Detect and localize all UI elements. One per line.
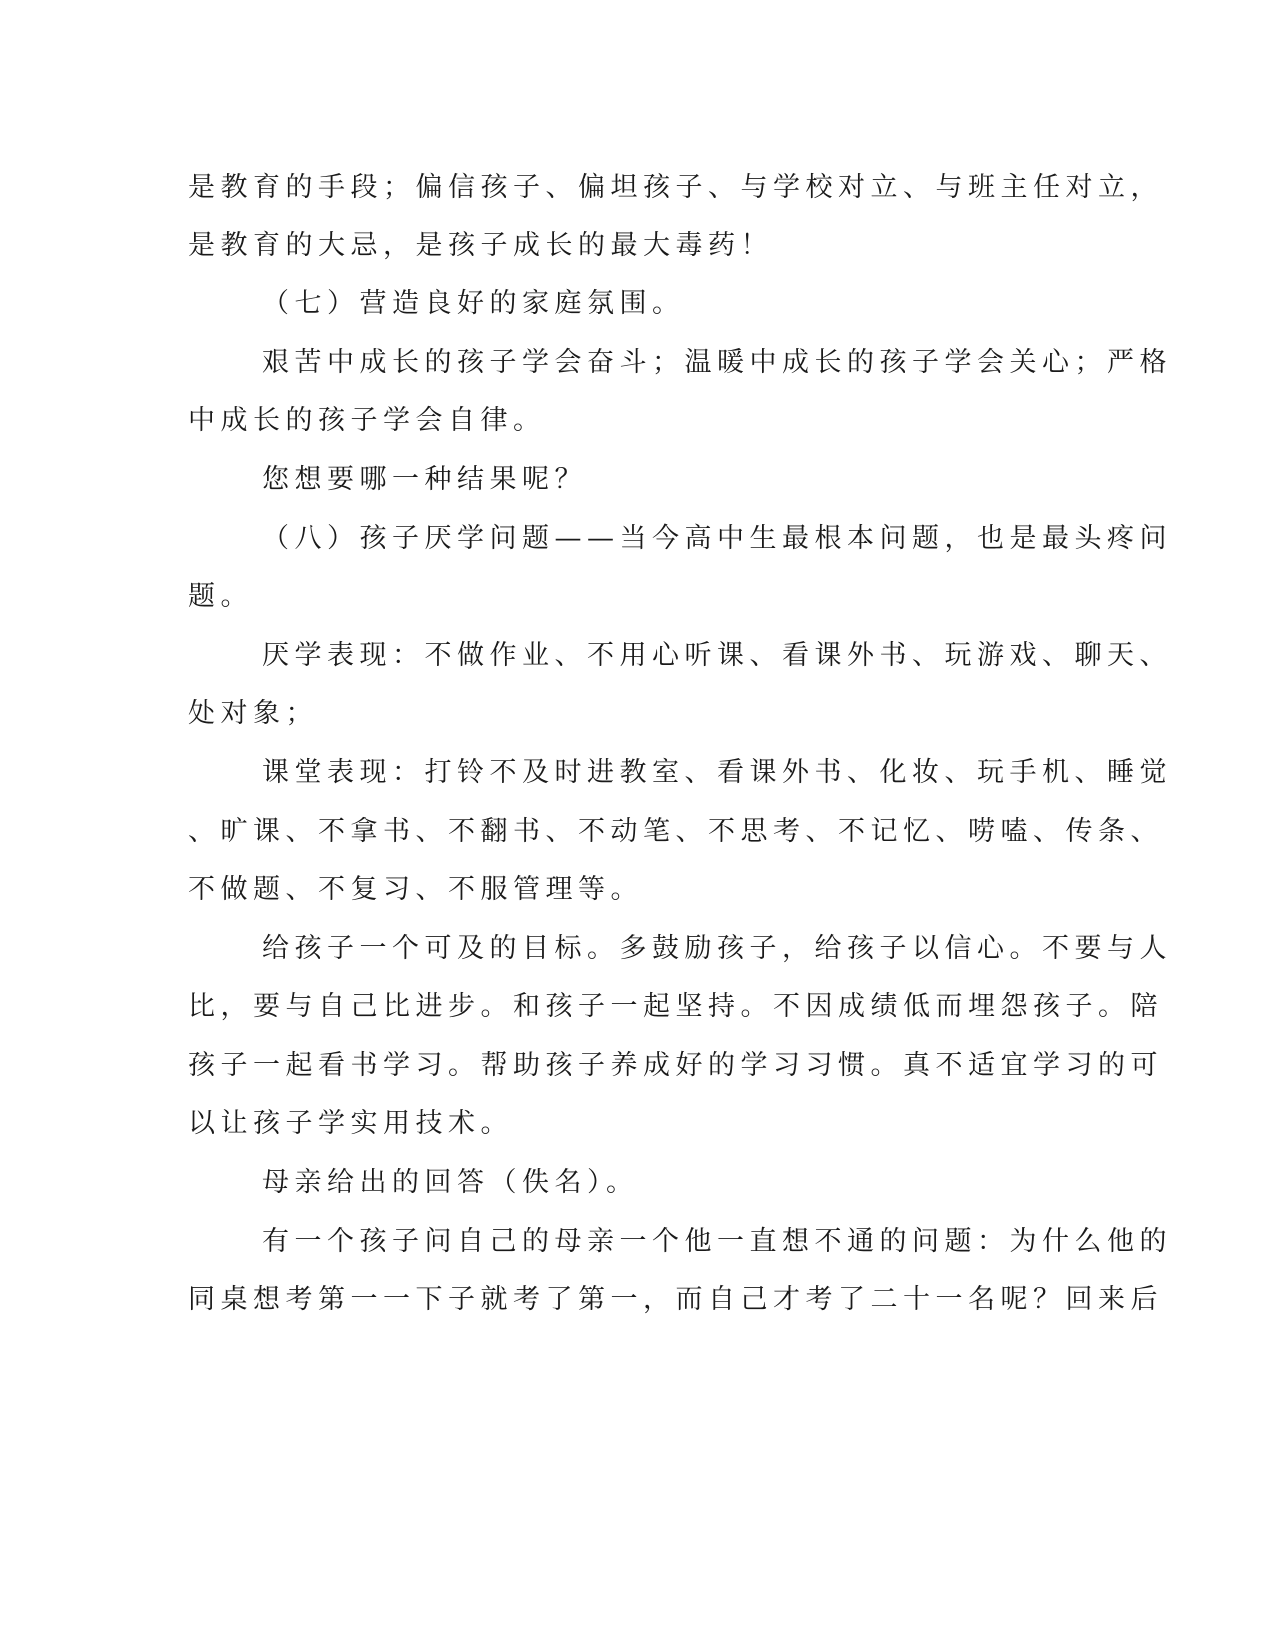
text-line: 处对象； — [188, 698, 318, 729]
text-line: 以让孩子学实用技术。 — [188, 1108, 513, 1139]
text-line: 课堂表现：打铃不及时进教室、看课外书、化妆、玩手机、睡觉 — [262, 757, 1172, 788]
text-line: 有一个孩子问自己的母亲一个他一直想不通的问题：为什么他的 — [262, 1226, 1172, 1257]
text-line: 比，要与自己比进步。和孩子一起坚持。不因成绩低而埋怨孩子。陪 — [188, 991, 1163, 1022]
section-heading: （七）营造良好的家庭氛围。 — [262, 288, 685, 319]
section-heading: （八）孩子厌学问题——当今高中生最根本问题，也是最头疼问 — [262, 523, 1172, 554]
text-line: 不做题、不复习、不服管理等。 — [188, 874, 643, 905]
text-line: 您想要哪一种结果呢？ — [262, 464, 587, 495]
text-line: 艰苦中成长的孩子学会奋斗；温暖中成长的孩子学会关心；严格 — [262, 347, 1172, 378]
text-line: 同桌想考第一一下子就考了第一，而自己才考了二十一名呢？回来后 — [188, 1284, 1163, 1315]
text-line: 厌学表现：不做作业、不用心听课、看课外书、玩游戏、聊天、 — [262, 640, 1172, 671]
text-line: 是教育的大忌，是孩子成长的最大毒药！ — [188, 230, 773, 261]
text-line: 、旷课、不拿书、不翻书、不动笔、不思考、不记忆、唠嗑、传条、 — [188, 816, 1163, 847]
text-line: 母亲给出的回答（佚名）。 — [262, 1167, 639, 1198]
text-line: 中成长的孩子学会自律。 — [188, 405, 546, 436]
text-line: 题。 — [188, 581, 253, 612]
text-line: 孩子一起看书学习。帮助孩子养成好的学习习惯。真不适宜学习的可 — [188, 1050, 1163, 1081]
text-line: 给孩子一个可及的目标。多鼓励孩子，给孩子以信心。不要与人 — [262, 933, 1172, 964]
text-line: 是教育的手段；偏信孩子、偏坦孩子、与学校对立、与班主任对立， — [188, 172, 1163, 203]
